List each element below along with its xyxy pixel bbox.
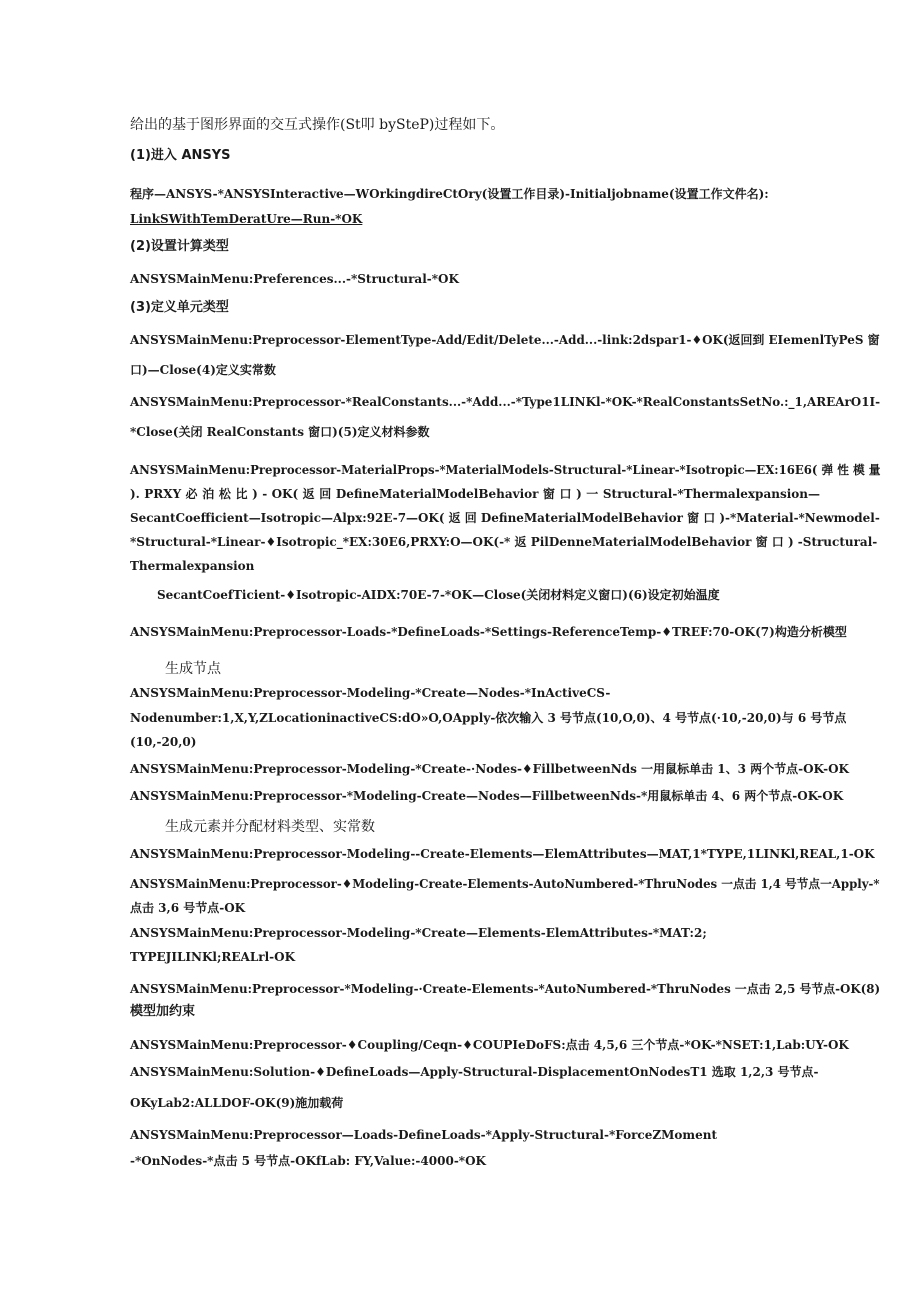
instruction-line: 程序—ANSYS-*ANSYSInteractive—WOrkingdireCtOry(设置工作目录)-Initialjobname(设置工作文件名):	[130, 187, 769, 201]
instruction-line: 点击 3,6 号节点-OK	[130, 901, 246, 915]
instruction-line: *Close(关闭 RealConstants 窗口)(5)定义材料参数	[130, 425, 430, 439]
instruction-line: ANSYSMainMenu:Preprocessor-♦Coupling/Ceqn-♦COUPIeDoFS:点击 4,5,6 三个节点-*OK-*NSET:1,Lab:UY-OK	[130, 1038, 849, 1052]
step-heading-element-type: (3)定义单元类型	[130, 300, 229, 315]
instruction-line: ANSYSMainMenu:Preprocessor-ElementType-Add/Edit/Delete...-Add...-link:2dspar1-♦OK(返回到 EIemenlTyPeS 窗	[130, 333, 880, 347]
sub-heading-create-nodes: 生成节点	[165, 661, 221, 677]
instruction-line: ANSYSMainMenu:Preprocessor-Modeling-*Create-·Nodes-♦FillbetweenNds 一用鼠标单击 1、3 两个节点-OK-OK	[130, 762, 849, 776]
instruction-line: ANSYSMainMenu:Preprocessor-Loads-*DefineLoads-*Settings-ReferenceTemp-♦TREF:70-OK(7)构造分析模型	[130, 625, 847, 639]
instruction-line: SecantCoefTicient-♦Isotropic-AIDX:70E-7-*OK—Close(关闭材料定义窗口)(6)设定初始温度	[157, 588, 720, 602]
sub-heading-create-elements: 生成元素并分配材料类型、实常数	[165, 819, 375, 835]
instruction-line: ANSYSMainMenu:Preprocessor-*Modeling-·Create-Elements-*AutoNumbered-*ThruNodes 一点击 2,5 号节点-OK(8)	[130, 982, 881, 996]
instruction-line: Nodenumber:1,X,Y,ZLocationinactiveCS:dO»O,OApply-依次输入 3 号节点(10,O,0)、4 号节点(·10,-20,0)与 6 号节点	[130, 711, 847, 725]
instruction-line: ). PRXY 必 泊 松 比 ) - OK( 返 回 DefineMaterialModelBehavior 窗 口 ) 一 Structural-*Thermalexpansion—	[130, 487, 820, 501]
instruction-line: *Structural-*Linear-♦Isotropic_*EX:30E6,PRXY:O—OK(-* 返 PilDenneMaterialModelBehavior 窗 口 ) -Structural-	[130, 535, 878, 549]
instruction-line: (10,-20,0)	[130, 735, 197, 749]
instruction-line: ANSYSMainMenu:Preprocessor-*Modeling-Create—Nodes—FillbetweenNds-*用鼠标单击 4、6 两个节点-OK-OK	[130, 789, 844, 803]
instruction-line: Thermalexpansion	[130, 559, 255, 573]
instruction-line: ANSYSMainMenu:Preprocessor-Modeling--Create-Elements—ElemAttributes—MAT,1*TYPE,1LINKl,REAL,1-OK	[130, 847, 875, 861]
instruction-line: ANSYSMainMenu:Preprocessor-MaterialProps-*MaterialModels-Structural-*Linear-*Isotropic—EX:16E6( 弹 性 模 量	[130, 463, 881, 477]
instruction-line: ANSYSMainMenu:Preprocessor-Modeling-*Create—Elements-ElemAttributes-*MAT:2;	[130, 926, 707, 940]
step-heading-analysis-type: (2)设置计算类型	[130, 239, 229, 254]
instruction-line: ANSYSMainMenu:Preprocessor-Modeling-*Create—Nodes-*InActiveCS-	[130, 686, 611, 700]
instruction-line: -*OnNodes-*点击 5 号节点-OKfLab: FY,Value:-4000-*OK	[130, 1154, 486, 1168]
instruction-line: 口)—Close(4)定义实常数	[130, 363, 276, 377]
instruction-line: ANSYSMainMenu:Preferences...-*Structural-*OK	[130, 272, 459, 286]
instruction-line: ANSYSMainMenu:Solution-♦DefineLoads—Apply-Structural-DisplacementOnNodesT1 选取 1,2,3 号节点-	[130, 1065, 819, 1079]
step-heading-enter-ansys: (1)进入 ANSYS	[130, 148, 231, 163]
instruction-line: ANSYSMainMenu:Preprocessor—Loads-DefineLoads-*Apply-Structural-*ForceZMoment	[130, 1128, 718, 1142]
instruction-line: ANSYSMainMenu:Preprocessor-♦Modeling-Create-Elements-AutoNumbered-*ThruNodes 一点击 1,4 号节点一Apply-*	[130, 877, 880, 891]
intro-text: 给出的基于图形界面的交互式操作(St叩 bySteP)过程如下。	[130, 117, 505, 133]
step-heading-constraints: 模型加约束	[130, 1004, 196, 1019]
instruction-line: SecantCoefficient—Isotropic—Alpx:92E-7—OK( 返 回 DefineMaterialModelBehavior 窗 口 )-*Material-*Newmodel-	[130, 511, 880, 525]
instruction-line: LinkSWithTemDeratUre—Run-*OK	[130, 212, 363, 226]
instruction-line: ANSYSMainMenu:Preprocessor-*RealConstants...-*Add...-*Type1LINKl-*OK-*RealConstantsSetNo.:_1,AREArO1I-	[130, 395, 881, 409]
instruction-line: TYPEJILINKl;REALrl-OK	[130, 950, 296, 964]
instruction-line: OKyLab2:ALLDOF-OK(9)施加载荷	[130, 1096, 344, 1110]
